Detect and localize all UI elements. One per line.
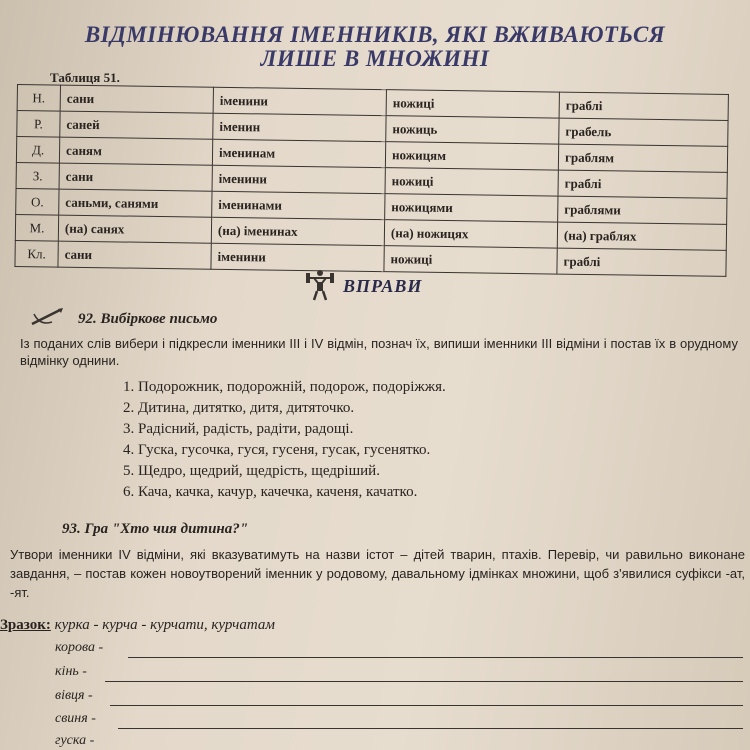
blank-label: кінь -	[55, 664, 87, 679]
table-cell: граблі	[558, 170, 727, 198]
table-cell: ножиць	[386, 116, 559, 144]
table-cell: сани	[60, 85, 213, 113]
example-line	[0, 617, 275, 634]
list-item: 6. Кача, качка, качур, качечка, каченя, качатко.	[138, 482, 446, 503]
table-cell: ножиці	[384, 246, 557, 274]
example-label: Зразок:	[0, 617, 51, 633]
table-cell: (на) граблях	[557, 222, 726, 250]
list-item: 4. Гуска, гусочка, гуся, гусеня, гусак, гусенятко.	[138, 440, 446, 461]
page-title-line-2: ЛИШЕ В МНОЖИНІ	[260, 46, 490, 71]
table-cell: (на) ножицях	[384, 220, 557, 248]
answer-line[interactable]	[110, 705, 743, 706]
case-cell: Кл.	[15, 240, 58, 267]
case-cell: Д.	[16, 137, 59, 164]
table-cell: ножицям	[385, 142, 558, 170]
case-cell: Н.	[17, 85, 60, 112]
weightlifter-icon	[305, 267, 335, 306]
table-cell: грабель	[559, 118, 728, 146]
blank-label: вівця -	[55, 688, 93, 703]
section-header	[305, 268, 422, 304]
exercise-92-list	[110, 377, 446, 503]
list-item: 1. Подорожник, подорожній, подорож, подоріжжя.	[138, 377, 446, 398]
exercise-92-title: 92. Вибіркове письмо	[78, 311, 218, 327]
table-cell: саням	[59, 137, 212, 165]
answer-line[interactable]	[105, 681, 743, 682]
exercise-92-instruction: Із поданих слів вибери і підкресли іменники ІІІ і IV відмін, познач їх, випиши іменники ІІІ відміни і постав їх в орудному відмінку однини.	[20, 336, 738, 368]
section-label: ВПРАВИ	[343, 275, 423, 296]
table-cell: іменинам	[212, 139, 385, 167]
case-cell: О.	[16, 188, 59, 215]
example-text: курка - курча - курчати, курчатам	[50, 617, 275, 633]
table-cell: граблями	[558, 196, 727, 224]
table-cell: граблям	[558, 144, 727, 172]
table-cell: (на) санях	[58, 215, 211, 243]
table-cell: ножиці	[385, 168, 558, 196]
blank-label: свиня -	[55, 711, 96, 726]
table-cell: ножицями	[385, 194, 558, 222]
list-item: 2. Дитина, дитятко, дитя, дитяточко.	[138, 398, 446, 419]
table-cell: саней	[60, 111, 213, 139]
table-cell: іменини	[211, 243, 384, 271]
answer-line[interactable]	[128, 657, 743, 658]
table-cell: іменин	[213, 113, 386, 141]
exercise-93-instruction: Утвори іменники IV відміни, які вказуватимуть на назви істот – дітей тварин, птахів. Перевір, чи равильно виконане завдання, – постав кожен новоутворений іменник у родовому, давальному ідмінках множини, щоб з'явилися суфікси -ат, -ят.	[10, 547, 745, 600]
page-title-line-1: ВІДМІНЮВАННЯ ІМЕННИКІВ, ЯКІ ВЖИВАЮТЬСЯ	[84, 22, 666, 47]
exercise-93-title: 93. Гра "Хто чия дитина?"	[62, 521, 249, 537]
blank-label: гуска -	[55, 733, 95, 748]
table-cell: іменини	[212, 165, 385, 193]
table-cell: ножиці	[386, 90, 559, 118]
table-cell: іменинами	[212, 191, 385, 219]
list-item: 5. Щедро, щедрий, щедрість, щедріший.	[138, 461, 446, 482]
table-cell: граблі	[559, 92, 728, 120]
table-cell: граблі	[557, 248, 726, 276]
declension-table	[14, 84, 728, 277]
table-cell: (на) іменинах	[211, 217, 384, 245]
case-cell: М.	[15, 214, 58, 241]
answer-line[interactable]	[118, 728, 743, 729]
table-cell: іменини	[213, 87, 386, 115]
table-cell: сани	[58, 241, 211, 269]
case-cell: З.	[16, 162, 59, 189]
blank-label: корова -	[55, 640, 104, 655]
list-item: 3. Радісний, радість, радіти, радощі.	[138, 419, 446, 440]
case-cell: Р.	[17, 111, 60, 138]
pen-icon	[30, 306, 66, 333]
table-cell: саньми, санями	[59, 189, 212, 217]
table-cell: сани	[59, 163, 212, 191]
table-caption: Таблиця 51.	[50, 70, 120, 85]
